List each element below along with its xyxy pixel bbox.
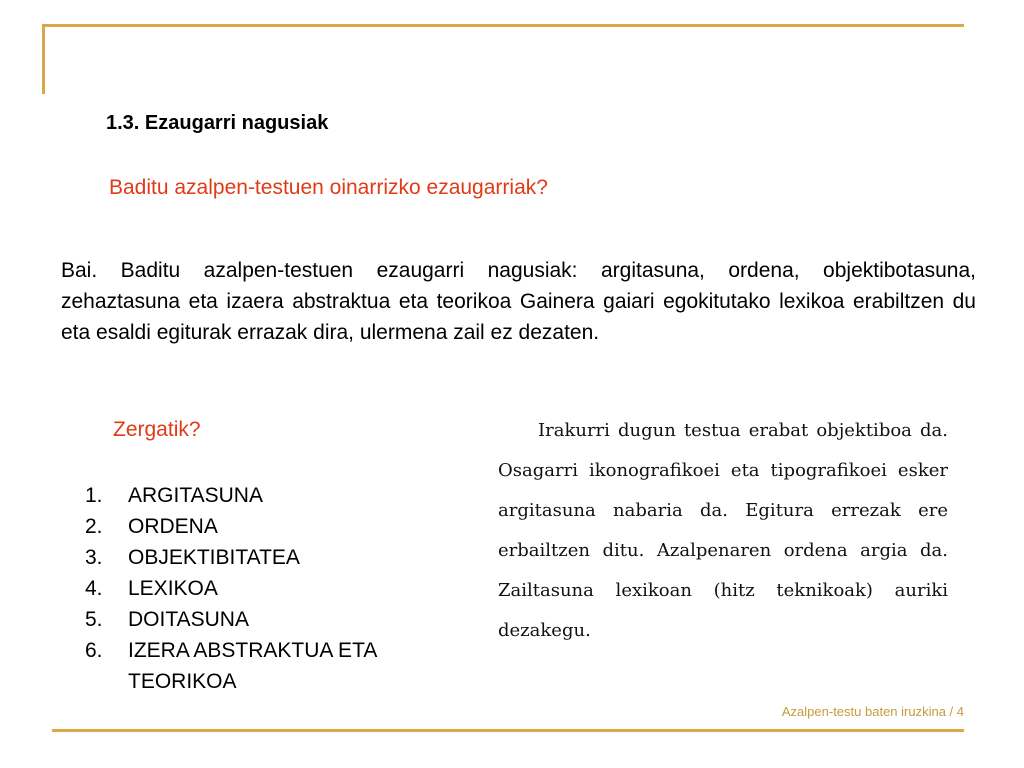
commentary-text: Irakurri dugun testua erabat objektiboa da. Osagarri ikonografikoei eta tipografikoei esker argitasuna nabaria da. Egitura errezak ere erbailtzen ditu. Azalpenaren ordena argia da. Zailtasuna lexikoan (hitz teknikoak) auriki dezakegu. (498, 420, 948, 641)
list-number: 2. (85, 515, 103, 538)
list-item (85, 635, 445, 697)
slide-question: Baditu azalpen-testuen oinarrizko ezaugarriak? (109, 176, 548, 199)
list-text: OBJEKTIBITATEA (128, 546, 300, 569)
list-text: ORDENA (128, 515, 218, 538)
frame-left-line (42, 24, 45, 94)
list-text: ARGITASUNA (128, 484, 263, 507)
slide-footer: Azalpen-testu baten iruzkina / 4 (781, 704, 964, 719)
why-label: Zergatik? (113, 418, 201, 441)
list-text: IZERA ABSTRAKTUA ETA TEORIKOA (128, 639, 377, 693)
list-number: 4. (85, 577, 103, 600)
frame-bottom-line (52, 729, 964, 732)
list-number: 6. (85, 639, 103, 662)
list-item (85, 573, 445, 604)
frame-top-line (42, 24, 964, 27)
list-number: 5. (85, 608, 103, 631)
list-number: 3. (85, 546, 103, 569)
list-item (85, 604, 445, 635)
reasons-list (85, 480, 445, 697)
list-number: 1. (85, 484, 103, 507)
list-text: LEXIKOA (128, 577, 218, 600)
list-text: DOITASUNA (128, 608, 249, 631)
slide-heading: 1.3. Ezaugarri nagusiak (106, 112, 329, 134)
answer-paragraph: Bai. Baditu azalpen-testuen ezaugarri nagusiak: argitasuna, ordena, objektibotasuna, zehaztasuna eta izaera abstraktua eta teorikoa Gainera gaiari egokitutako lexikoa erabiltzen du eta esaldi egiturak errazak dira, ulermena zail ez dezaten. (61, 259, 976, 344)
list-item (85, 542, 445, 573)
list-item (85, 480, 445, 511)
list-item (85, 511, 445, 542)
